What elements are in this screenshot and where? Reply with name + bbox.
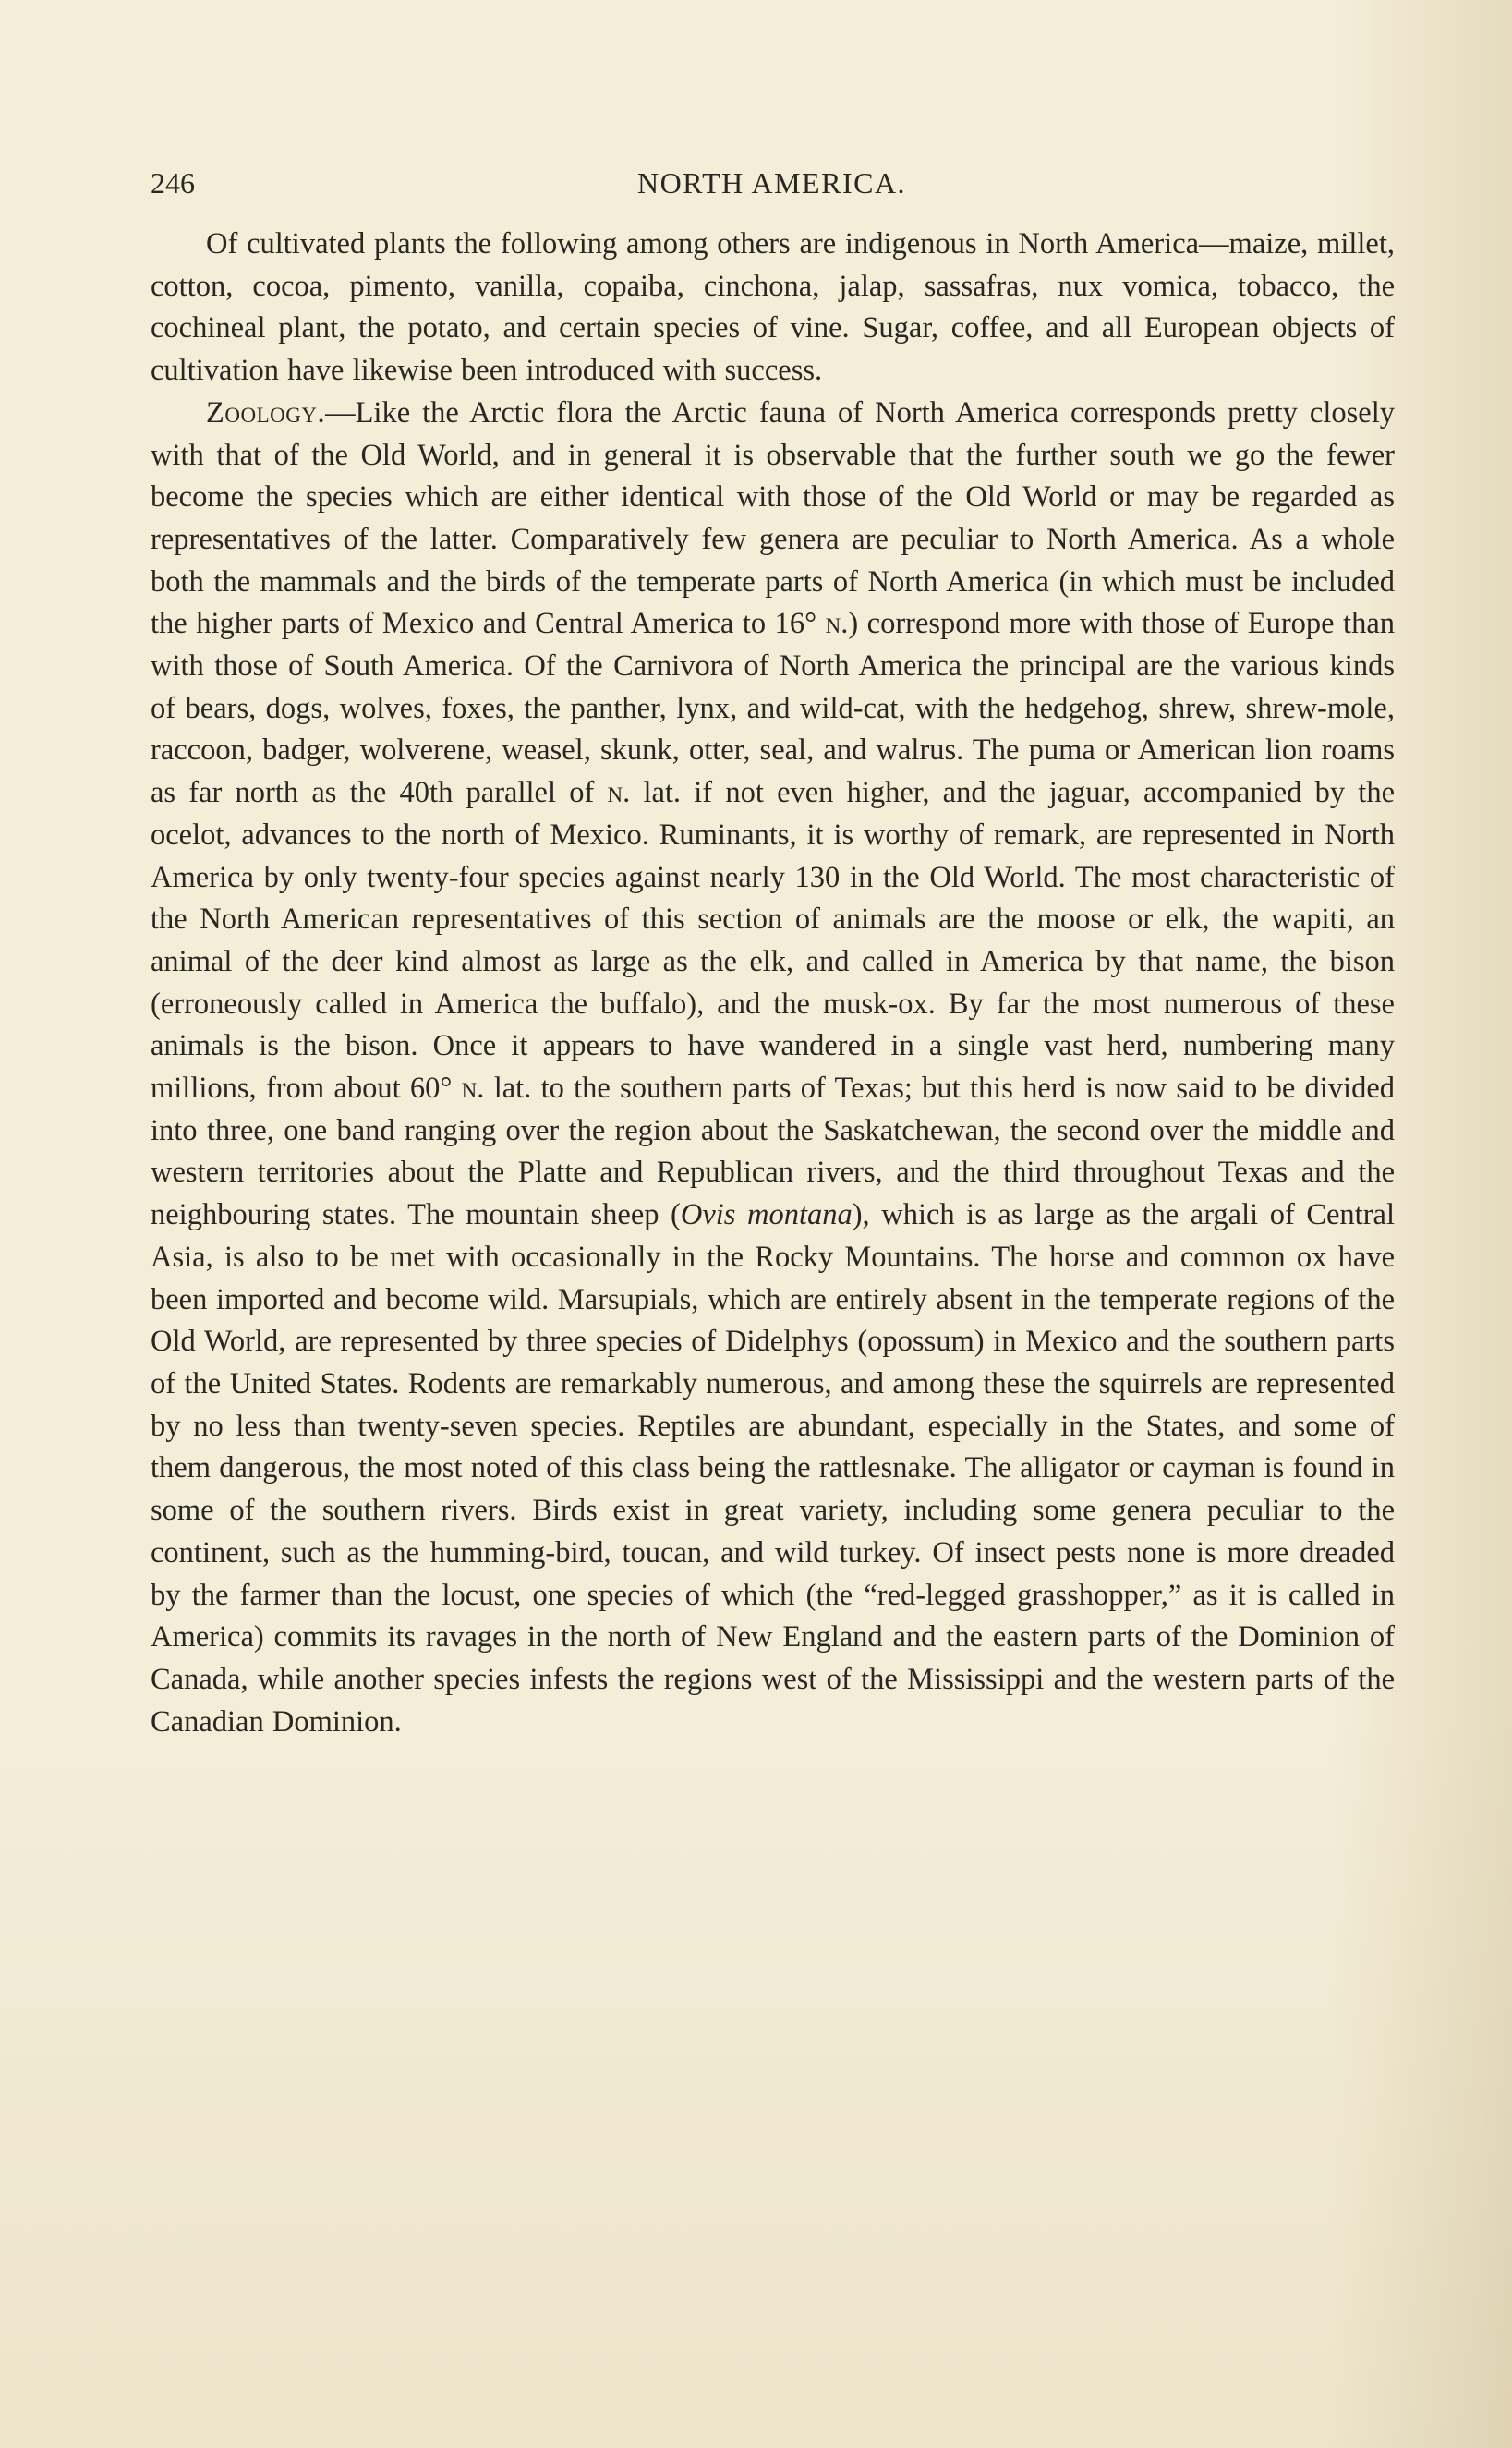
paragraph-cultivated-plants: Of cultivated plants the following among others are indigenous in North America—maize, millet, cotton, cocoa, pimento, vanilla, copaiba, cinchona, jalap, sassafras, nux vomica, tobacco, the cochineal plant, the potato, and certain species of vine. Sugar, coffee, and all European objects of cultivation have likewise been introduced with success. [151,227,1395,388]
species-name-italic: Ovis montana [680,1198,853,1232]
running-head [151,163,1393,203]
abbreviation-north: n. [461,1072,485,1106]
paragraph-text: lat. to the southern parts of Texas; but this herd is now said to be divided into three, one band ranging over the region about the Saskatchewan, the second over the middle and western territories about the Platte and Republican rivers, and the third throughout Texas and the neighbouring states. The mountain sheep ( [151,1072,1396,1232]
abbreviation-north: n. [607,776,631,810]
page-number: 246 [151,166,195,200]
paragraph-text: ) correspond more with those of Europe than with those of South America. Of the Carnivora of North America the principal are the various kinds of bears, dogs, wolves, foxes, the panther, lynx, and wild-cat, with the hedgehog, shrew, shrew-mole, raccoon, badger, wolverene, weasel, skunk, otter, seal, and walrus. The puma or American lion roams as far north as the 40th parallel of [151,607,1396,810]
body-text [151,224,1395,1743]
paragraph-text: —Like the Arctic flora the Arctic fauna of North America corresponds pretty closely with that of the Old World, and in general it is observable that the further south we go the fewer become the species which are either identical with those of the Old World or may be regarded as representatives of the latter. Comparatively few genera are peculiar to North America. As a whole both the mammals and the birds of the temperate parts of North America (in which must be included the higher parts of Mexico and Central America to 16° [151,395,1395,641]
paragraph-text: ), which is as large as the argali of Central Asia, is also to be met with occasionally in the Rocky Mountains. The horse and common ox have been imported and become wild. Marsupials, which are entirely absent in the temperate regions of the Old World, are represented by three species of Didelphys (opossum) in Mexico and the southern parts of the United States. Rodents are remarkably numerous, and among these the squirrels are represented by no less than twenty-seven species. Reptiles are abundant, especially in the States, and some of them dangerous, the most noted of this class being the rattlesnake. The alligator or cayman is found in some of the southern rivers. Birds exist in great variety, including some genera peculiar to the continent, such as the humming-bird, toucan, and wild turkey. Of insect pests none is more dreaded by the farmer than the locust, one species of which (the “red-legged grasshopper,” as it is called in America) commits its ravages in the north of New England and the eastern parts of the Dominion of Canada, while another species infests the regions west of the Mississippi and the western parts of the Canadian Dominion. [151,1198,1395,1739]
paragraph-zoology [151,393,1395,1744]
abbreviation-north: n. [825,607,849,641]
section-heading-zoology: Zoology. [206,395,326,430]
running-title: NORTH AMERICA. [636,166,907,200]
paragraph-text: lat. if not even higher, and the jaguar, accompanied by the ocelot, advances to the north of Mexico. Ruminants, it is worthy of remark, are represented in North America by only twenty-four species against nearly 130 in the Old World. The most characteristic of the North American representatives of this section of animals are the moose or elk, the wapiti, an animal of the deer kind almost as large as the elk, and called in America by that name, the bison (erroneously called in America the buffalo), and the musk-ox. By far the most numerous of these animals is the bison. Once it appears to have wandered in a single vast herd, numbering many millions, from about 60° [151,776,1396,1106]
